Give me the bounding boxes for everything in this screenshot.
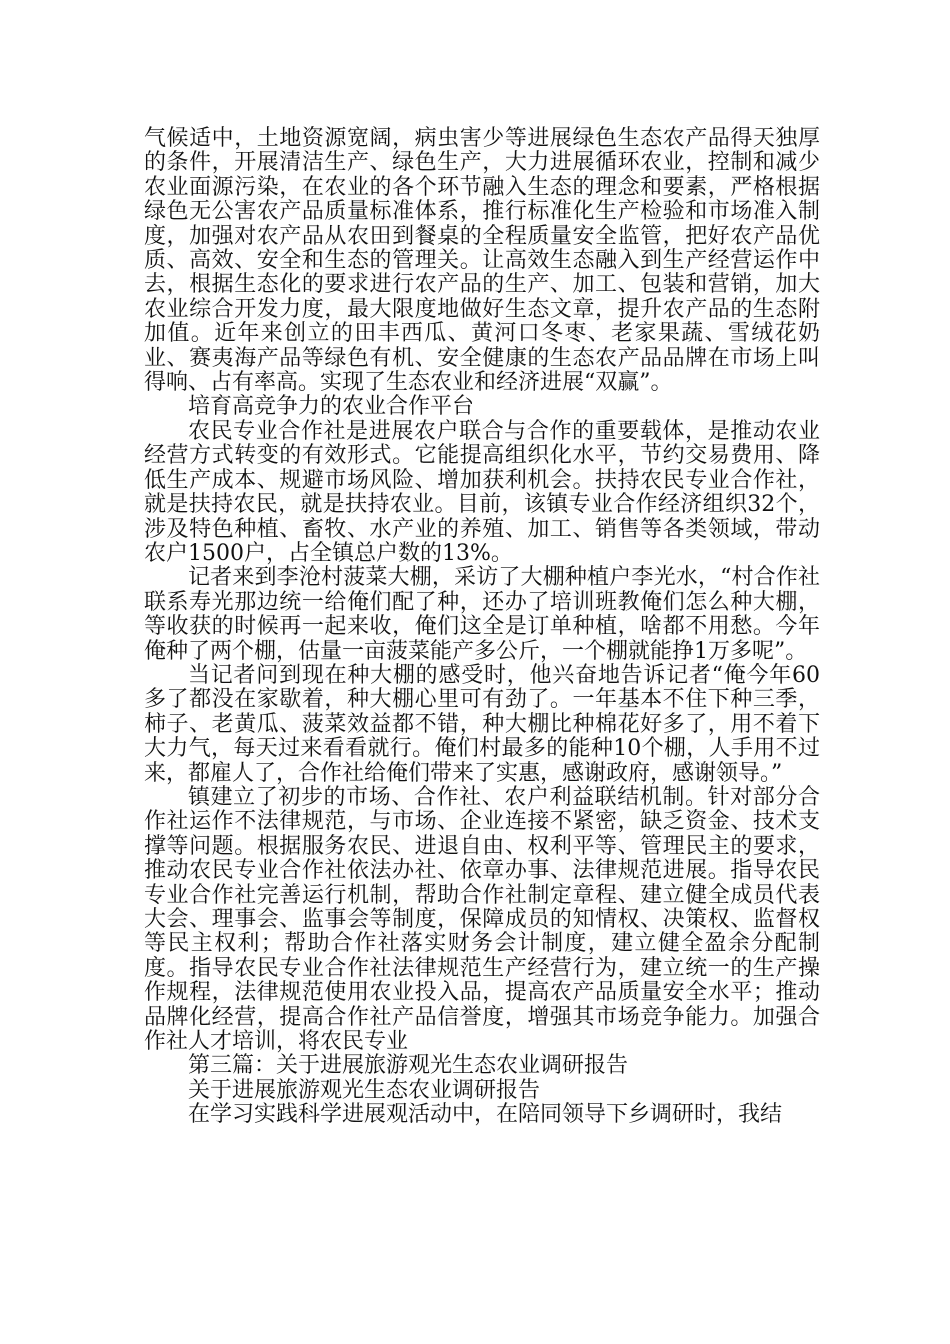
paragraph-ecological-branding: 气候适中，土地资源宽阔，病虫害少等进展绿色生态农产品得天独厚的条件，开展清洁生产、绿色生产，大力进展循环农业，控制和减少农业面源污染，在农业的各个环节融入生态的理念和要素，严格根据绿色无公害农产品质量标准体系，推行标准化生产检验和市场准入制度，加强对农产品从农田到餐桌的全程质量安全监管，把好农产品优质、高效、安全和生态的管理关。让高效生态融入到生产经营运作中去，根据生态化的要求进行农产品的生产、加工、包装和营销，加大农业综合开发力度，最大限度地做好生态文章，提升农产品的生态附加值。近年来创立的田丰西瓜、黄河口冬枣、老家果蔬、雪绒花奶业、赛夷海产品等绿色有机、安全健康的生态农产品品牌在市场上叫得响、占有率高。实现了生态农业和经济进展“双赢”。 [144,126,820,396]
paragraph-cooperatives-overview: 农民专业合作社是进展农户联合与合作的重要载体，是推动农业经营方式转变的有效形式。它能提高组织化水平，节约交易费用、降低生产成本、规避市场风险、增加获利机会。扶持农民专业合作社，就是扶持农民，就是扶持农业。目前，该镇专业合作经济组织32个，涉及特色种植、畜牧、水产业的养殖、加工、销售等各类领域，带动农户1500户，占全镇总户数的13%。 [144,418,820,566]
report-title: 关于进展旅游观光生态农业调研报告 [188,1077,541,1103]
chapter-heading-part-three: 第三篇：关于进展旅游观光生态农业调研报告 [188,1053,629,1079]
document-page [144,127,820,1128]
paragraph-reporter-interview: 记者来到李沧村菠菜大棚，采访了大棚种植户李光水，“村合作社联系寿光那边统一给俺们配了种，还办了培训班教俺们怎么种大棚，等收获的时候再一起来收，俺们这全是订单种植，啥都不用愁。今年俺种了两个棚，估量一亩菠菜能产多公斤，一个棚就能挣1万多呢”。 [144,565,820,664]
paragraph-report-intro: 在学习实践科学进展观活动中，在陪同领导下乡调研时，我结 [188,1102,783,1128]
section-heading-cooperative-platform: 培育高竞争力的农业合作平台 [188,394,475,420]
paragraph-cooperative-mechanism: 镇建立了初步的市场、合作社、农户利益联结机制。针对部分合作社运作不法律规范，与市场、企业连接不紧密，缺乏资金、技术支撑等问题。根据服务农民、进退自由、权利平等、管理民主的要求，推动农民专业合作社依法办社、依章办事、法律规范进展。指导农民专业合作社完善运行机制，帮助合作社制定章程、建立健全成员代表大会、理事会、监事会等制度，保障成员的知情权、决策权、监督权等民主权利；帮助合作社落实财务会计制度，建立健全盈余分配制度。指导农民专业合作社法律规范生产经营行为，建立统一的生产操作规程，法律规范使用农业投入品，提高农产品质量安全水平；推动品牌化经营，提高合作社产品信誉度，增强其市场竞争能力。加强合作社人才培训，将农民专业 [144,784,820,1055]
paragraph-farmer-quote: 当记者问到现在种大棚的感受时，他兴奋地告诉记者“俺今年60多了都没在家歇着，种大棚心里可有劲了。一年基本不住下种三季，柿子、老黄瓜、菠菜效益都不错，种大棚比种棉花好多了，用不着下大力气，每天过来看看就行。俺们村最多的能种10个棚，人手用不过来，都雇人了，合作社给俺们带来了实惠，感谢政府，感谢领导。” [144,662,820,786]
